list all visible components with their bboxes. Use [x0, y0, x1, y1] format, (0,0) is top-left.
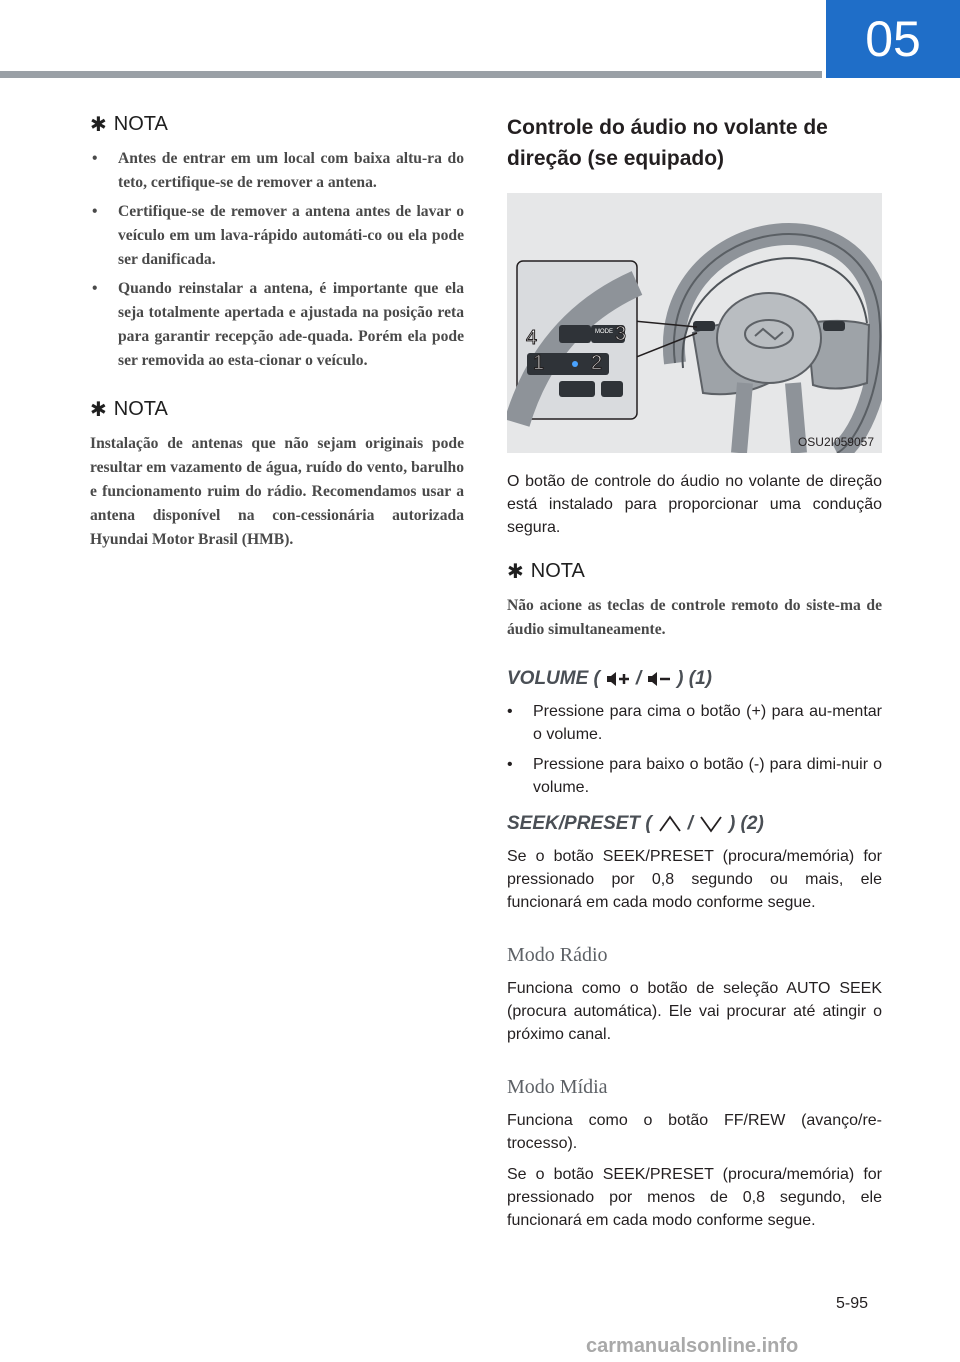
chevron-down-icon [698, 813, 724, 835]
callout-1: 1 [533, 352, 545, 374]
list-item: • Certifique-se de remover a antena antes de lavar o veículo em um lava-rápido automáti-co ou ela pode ser danificada. [90, 200, 464, 272]
nota-list [90, 147, 464, 373]
radio-mode-title: Modo Rádio [507, 944, 608, 966]
asterisk-icon: ✱ [90, 399, 107, 421]
seek-heading: SEEK/PRESET ( / ) (2) [507, 813, 764, 834]
list-item: • Pressione para baixo o botão (-) para dimi-nuir o volume. [507, 753, 882, 799]
nota-heading [90, 397, 464, 422]
radio-mode-text: Funciona como o botão de seleção AUTO SEEK (procura automática). Ele vai procurar até atingir o próximo canal. [507, 980, 882, 1043]
asterisk-icon: ✱ [507, 561, 524, 583]
chevron-up-icon [657, 813, 683, 835]
callout-2: 2 [591, 352, 603, 374]
right-column [507, 112, 882, 1232]
section-title: Controle do áudio no volante de direção (se equipado) [507, 116, 828, 170]
nota-title: NOTA [113, 113, 168, 135]
intro-text: O botão de controle do áudio no volante de direção está instalado para proporcionar uma condução segura. [507, 473, 882, 536]
chapter-tab: 05 [826, 0, 960, 78]
media-mode-text: Funciona como o botão FF/REW (avanço/re-trocesso). [507, 1112, 882, 1152]
watermark: carmanualsonline.info [586, 1335, 799, 1357]
nota-text: Instalação de antenas que não sejam originais pode resultar em vazamento de água, ruído do vento, barulho e funcionamento ruim do rádio. Recomendamos usar a antena disponível na con-cessionária autorizada Hyundai Motor Brasil (HMB). [90, 435, 464, 548]
page-number: 5-95 [836, 1295, 869, 1312]
callout-4: 4 [526, 327, 538, 349]
seek-text: Se o botão SEEK/PRESET (procura/memória) for pressionado por 0,8 segundo ou mais, ele funcionará em cada modo conforme segue. [507, 848, 882, 911]
list-item: • Quando reinstalar a antena, é importante que ela seja totalmente apertada e ajustada na posição reta para garantir recepção ade-quada. Porém ela pode ser removida ao esta-cionar o veículo. [90, 277, 464, 373]
steering-wheel-illustration [507, 193, 882, 453]
mode-button-label: MODE [595, 329, 613, 335]
media-mode-text-2: Se o botão SEEK/PRESET (procura/memória) for pressionado por menos de 0,8 segundo, ele funcionará em cada modo conforme segue. [507, 1166, 882, 1229]
list-item: • Pressione para cima o botão (+) para au-mentar o volume. [507, 700, 882, 746]
callout-3: 3 [615, 323, 627, 345]
header-rule [0, 71, 822, 78]
media-mode-title: Modo Mídia [507, 1076, 608, 1098]
volume-list [507, 700, 882, 799]
volume-up-icon [605, 669, 631, 689]
left-column [90, 112, 464, 552]
figure-code: OSU2I059057 [797, 435, 874, 449]
list-item: • Antes de entrar em um local com baixa altu-ra do teto, certifique-se de remover a antena. [90, 147, 464, 195]
asterisk-icon: ✱ [90, 114, 107, 136]
nota-heading [507, 559, 882, 584]
nota-title: NOTA [530, 560, 585, 582]
volume-heading: VOLUME ( / ) (1) [507, 668, 712, 689]
volume-down-icon [646, 669, 672, 689]
nota-title: NOTA [113, 398, 168, 420]
steering-wheel-figure [507, 193, 882, 453]
nota-heading [90, 112, 464, 137]
nota-text: Não acione as teclas de controle remoto do siste-ma de áudio simultaneamente. [507, 597, 882, 638]
